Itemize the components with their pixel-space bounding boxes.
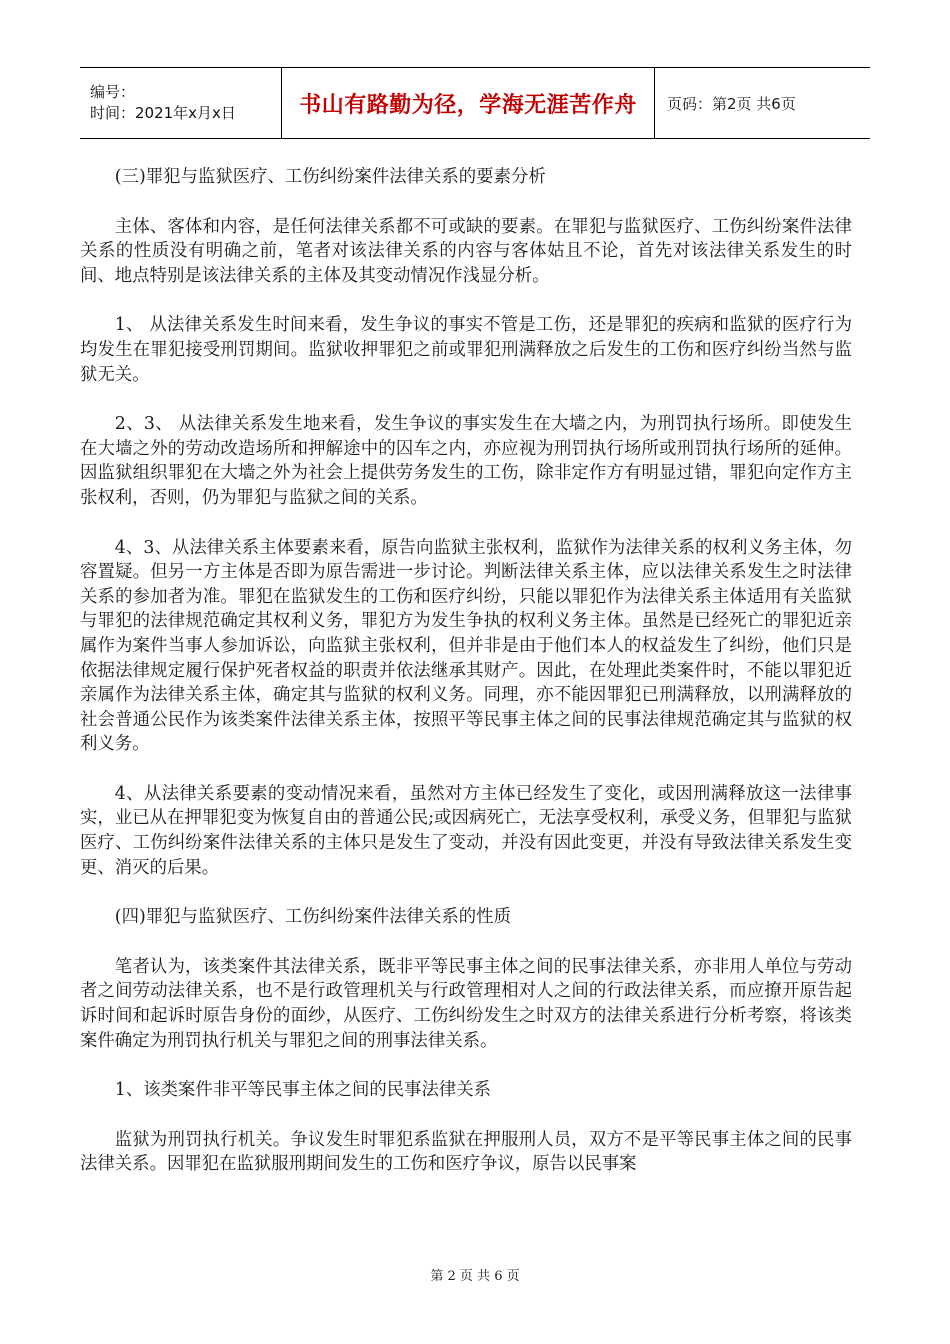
page-header (80, 67, 870, 139)
document-body (80, 165, 852, 1202)
header-motto-cell (282, 68, 655, 138)
page-label: 页码：第2页 共6页 (667, 94, 796, 113)
section-heading: (三)罪犯与监狱医疗、工伤纠纷案件法律关系的要素分析 (114, 167, 546, 187)
time-label: 时间：2021年x月x日 (90, 104, 236, 122)
header-meta (80, 68, 282, 138)
number-label: 编号： (90, 83, 136, 101)
paragraph: 1、 从法律关系发生时间来看，发生争议的事实不管是工伤，还是罪犯的疾病和监狱的医疗行为均发生在罪犯接受刑罚期间。监狱收押罪犯之前或罪犯刑满释放之后发生的工伤和医疗纠纷当然与监狱无关。 (80, 315, 852, 385)
paragraph: 监狱为刑罚执行机关。争议发生时罪犯系监狱在押服刑人员，双方不是平等民事主体之间的民事法律关系。因罪犯在监狱服刑期间发生的工伤和医疗争议，原告以民事案 (80, 1129, 852, 1175)
paragraph: 主体、客体和内容，是任何法律关系都不可或缺的要素。在罪犯与监狱医疗、工伤纠纷案件法律关系的性质没有明确之前，笔者对该法律关系的内容与客体姑且不论，首先对该法律关系发生的时间、地点特别是该法律关系的主体及其变动情况作浅显分析。 (80, 216, 852, 286)
subsection-heading: 1、该类案件非平等民事主体之间的民事法律关系 (114, 1080, 492, 1101)
section-heading: (四)罪犯与监狱医疗、工伤纠纷案件法律关系的性质 (114, 907, 511, 928)
paragraph: 2、3、 从法律关系发生地来看，发生争议的事实发生在大墙之内，为刑罚执行场所。即使发生在大墙之外的劳动改造场所和押解途中的囚车之内，亦应视为刑罚执行场所或刑罚执行场所的延伸。因监狱组织罪犯在大墙之外为社会上提供劳务发生的工伤，除非定作方有明显过错，罪犯向定作方主张权利，否则，仍为罪犯与监狱之间的关系。 (80, 414, 852, 508)
motto-text: 书山有路勤为径，学海无涯苦作舟 (299, 92, 637, 118)
paragraph: 笔者认为，该类案件其法律关系，既非平等民事主体之间的民事法律关系，亦非用人单位与劳动者之间劳动法律关系，也不是行政管理机关与行政管理相对人之间的行政法律关系，而应撩开原告起诉时间和起诉时原告身份的面纱，从医疗、工伤纠纷发生之时双方的法律关系进行分析考察，将该类案件确定为刑罚执行机关与罪犯之间的刑事法律关系。 (80, 956, 852, 1051)
paragraph: 4、3、从法律关系主体要素来看，原告向监狱主张权利，监狱作为法律关系的权利义务主体，勿容置疑。但另一方主体是否即为原告需进一步讨论。判断法律关系主体，应以法律关系发生之时法律关系的参加者为准。罪犯在监狱发生的工伤和医疗纠纷，只能以罪犯作为法律关系主体适用有关监狱与罪犯的法律规范确定其权利义务，罪犯方为发生争执的权利义务主体。虽然是已经死亡的罪犯近亲属作为案件当事人参加诉讼，向监狱主张权利，但并非是由于他们本人的权益发生了纠纷，他们只是依据法律规定履行保护死者权益的职责并依法继承其财产。因此，在处理此类案件时，不能以罪犯近亲属作为法律关系主体，确定其与监狱的权利义务。同理，亦不能因罪犯已刑满释放，以刑满释放的社会普通公民作为该类案件法律关系主体，按照平等民事主体之间的民事法律规范确定其与监狱的权利义务。 (80, 537, 852, 755)
page-footer: 第 2 页 共 6 页 (430, 1269, 520, 1284)
header-page-cell (655, 68, 870, 138)
paragraph: 4、从法律关系要素的变动情况来看，虽然对方主体已经发生了变化，或因刑满释放这一法律事实，业已从在押罪犯变为恢复自由的普通公民;或因病死亡，无法享受权利，承受义务，但罪犯与监狱医疗、工伤纠纷案件法律关系的主体只是发生了变动，并没有因此变更，并没有导致法律关系发生变更、消灭的后果。 (80, 783, 852, 878)
